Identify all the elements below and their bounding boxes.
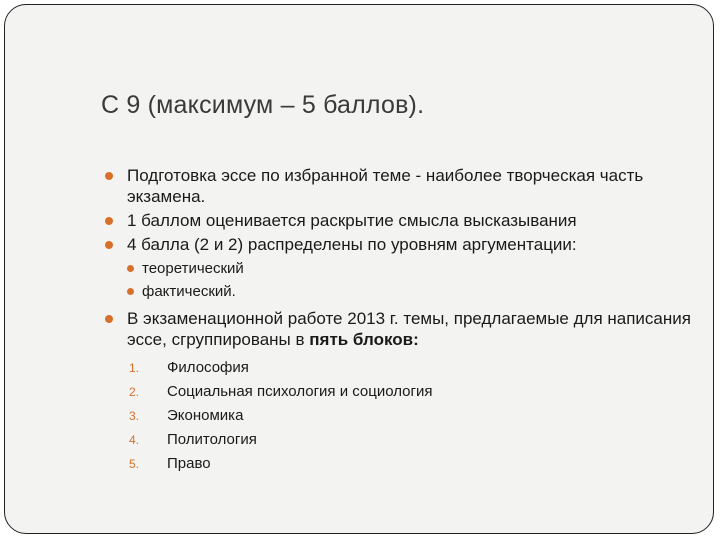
- slide-title: С 9 (максимум – 5 баллов).: [101, 91, 425, 119]
- bullet-item: [105, 210, 705, 231]
- numbered-item: [129, 452, 705, 476]
- numbered-item: [129, 380, 705, 404]
- subbullet-item: [127, 258, 705, 279]
- bullet-dot-icon: [105, 315, 113, 323]
- bullet-item: [105, 234, 705, 255]
- bullet-text-bold: пять блоков:: [309, 330, 419, 349]
- bullet-text: Подготовка эссе по избранной теме - наиболее творческая часть экзамена.: [127, 166, 644, 206]
- item-text: Экономика: [167, 407, 244, 424]
- numbered-item: [129, 356, 705, 380]
- bullet-item: [105, 308, 705, 350]
- bullet-dot-icon: [127, 288, 134, 295]
- bullet-list: [105, 165, 705, 476]
- numbered-list: [129, 356, 705, 476]
- slide-frame: [4, 4, 714, 534]
- item-text: Политология: [167, 431, 257, 448]
- bullet-dot-icon: [105, 241, 113, 249]
- numbered-item: [129, 428, 705, 452]
- item-number: 3.: [129, 409, 140, 423]
- bullet-text-regular: В экзаменационной работе 2013 г. темы, предлагаемые для написания эссе, сгруппированы в: [127, 309, 691, 349]
- subbullet-text: теоретический: [142, 260, 244, 277]
- subbullet-item: [127, 281, 705, 302]
- numbered-item: [129, 404, 705, 428]
- bullet-item: [105, 165, 705, 207]
- item-text: Право: [167, 455, 211, 472]
- bullet-text: 4 балла (2 и 2) распределены по уровням аргументации:: [127, 235, 577, 254]
- bullet-dot-icon: [127, 265, 134, 272]
- bullet-dot-icon: [105, 172, 113, 180]
- item-number: 4.: [129, 433, 140, 447]
- bullet-text: 1 баллом оценивается раскрытие смысла высказывания: [127, 211, 577, 230]
- subbullet-text: фактический.: [142, 283, 236, 300]
- bullet-dot-icon: [105, 217, 113, 225]
- item-text: Философия: [167, 359, 249, 376]
- item-number: 5.: [129, 457, 140, 471]
- item-text: Социальная психология и социология: [167, 383, 433, 400]
- bullet-text: [127, 308, 705, 350]
- item-number: 2.: [129, 385, 140, 399]
- item-number: 1.: [129, 361, 140, 375]
